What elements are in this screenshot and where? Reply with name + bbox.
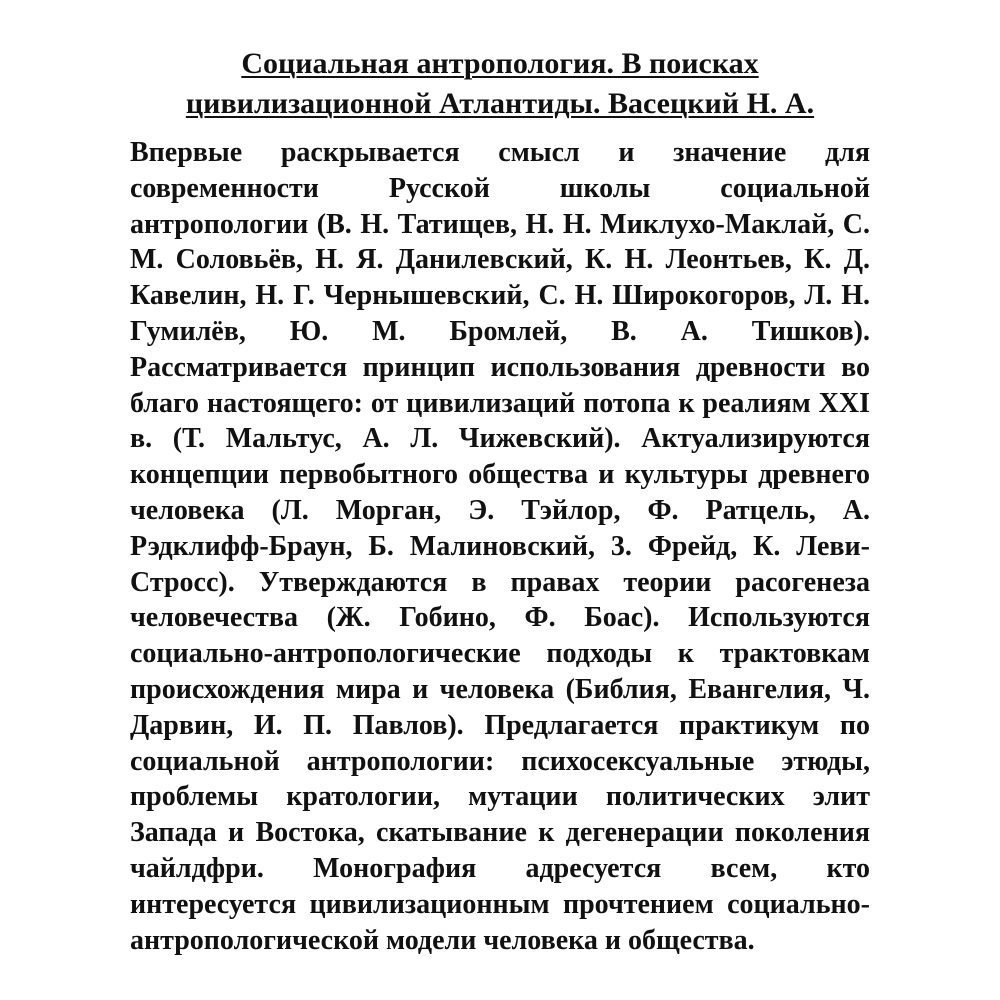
text-line: человека (Л. Морган, Э. Тэйлор, Ф. Ратцель, А. (130, 494, 870, 526)
text-line: в. (Т. Мальтус, А. Л. Чижевский). Актуализируются (130, 423, 870, 455)
text-line: социальной антропологии: психосексуальные этюды, (130, 745, 870, 777)
text-line: антропологической модели человека и общества. (130, 924, 755, 956)
document-title (130, 44, 870, 124)
text-line: чайлдфри. Монография адресуется всем, кто (130, 852, 870, 884)
text-line: Рэдклифф-Браун, Б. Малиновский, 3. Фрейд, К. Леви- (130, 530, 870, 562)
text-line: Впервые раскрывается смысл и значение для (130, 137, 870, 168)
text-line: М. Соловьёв, Н. Я. Данилевский, К. Н. Леонтьев, К. Д. (130, 244, 870, 276)
text-line: Гумилёв, Ю. М. Бромлей, В. А. Тишков). (130, 315, 870, 347)
title-line: Социальная антропология. В поисках (241, 47, 759, 80)
text-line: Стросс). Утверждаются в правах теории расогенеза (130, 566, 870, 598)
text-line: социально-антропологические подходы к трактовкам (130, 638, 870, 670)
text-line: человечества (Ж. Гобино, Ф. Боас). Используются (130, 602, 870, 634)
text-line: Дарвин, И. П. Павлов). Предлагается практикум по (130, 709, 870, 741)
text-line: Кавелин, Н. Г. Чернышевский, С. Н. Широкогоров, Л. Н. (130, 280, 870, 312)
text-line: проблемы кратологии, мутации политических элит (130, 781, 870, 813)
text-line: современности Русской школы социальной (130, 172, 870, 204)
text-line: интересуется цивилизационным прочтением социально- (130, 888, 870, 920)
annotation-text (130, 135, 870, 958)
text-line: антропологии (В. Н. Татищев, Н. Н. Миклухо-Маклай, С. (130, 208, 870, 240)
title-line: цивилизационной Атлантиды. Васецкий Н. А. (185, 87, 815, 120)
text-line: концепции первобытного общества и культуры древнего (130, 459, 870, 491)
text-line: Запада и Востока, скатывание к дегенерации поколения (130, 817, 870, 849)
text-line: Рассматривается принцип использования древности во (130, 351, 870, 383)
text-line: благо настоящего: от цивилизаций потопа к реалиям XXI (130, 387, 870, 419)
text-line: происхождения мира и человека (Библия, Евангелия, Ч. (130, 673, 870, 705)
